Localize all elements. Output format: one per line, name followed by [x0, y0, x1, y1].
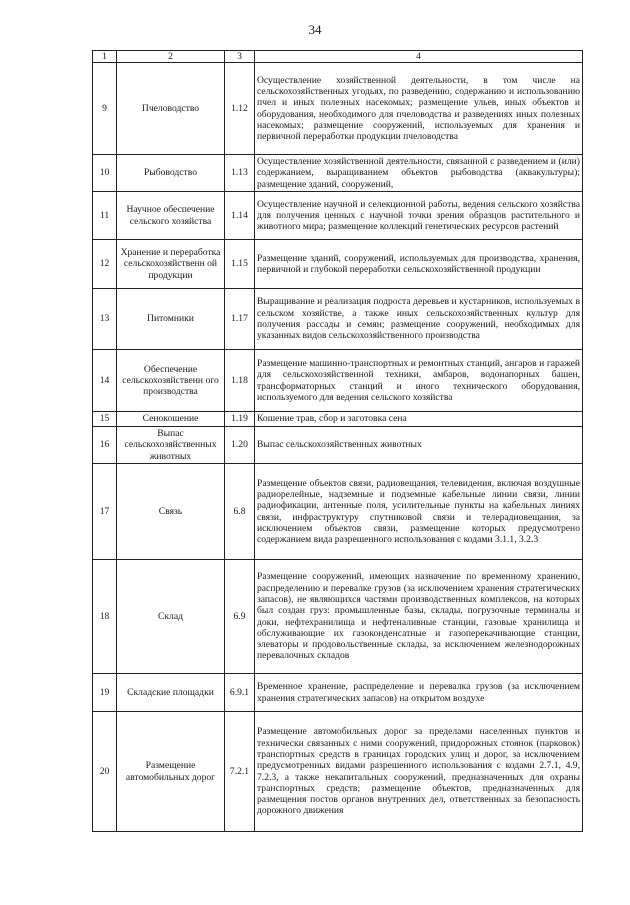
- header-col-1: 1: [93, 51, 117, 63]
- use-description: Осуществление хозяйственной деятельности, связанной с разведением и (или) содержанием, выращиванием объектов рыбоводства (аквакультуры); размещение зданий, сооружений,: [255, 155, 583, 192]
- use-code: 6.9: [225, 560, 255, 674]
- use-name: Выпас сельскохозяйственных животных: [117, 427, 225, 464]
- use-description: Размещение сооружений, имеющих назначение по временному хранению, распределению и перевалке грузов (за исключением хранения стратегических запасов), не являющихся частями производственных комплексов, на которых был создан груз: промышленные базы, склады, погрузочные терминалы и доки, нефтехранилища и нефтеналивные станции, газовые хранилища и обслуживающие их газоконденсатные и газоперекачивающие станции, элеваторы и продовольственные склады, за исключением железнодорожных перевалочных складов: [255, 560, 583, 674]
- use-code: 6.9.1: [225, 674, 255, 712]
- row-number: 20: [93, 712, 117, 832]
- use-name: Питомники: [117, 289, 225, 350]
- use-name: Обеспечение сельскохозяйственн ого производства: [117, 350, 225, 412]
- use-description: Осуществление хозяйственной деятельности, в том числе на сельскохозяйственных угодьях, по разведению, содержанию и использованию пчел и иных полезных насекомых; размещение ульев, иных объектов и оборудования, необходимого для пчеловодства и разведениях иных полезных насекомых; размещение сооружений, используемых для хранения и первичной переработки продукции пчеловодства: [255, 63, 583, 155]
- use-description: Выращивание и реализация подроста деревьев и кустарников, используемых в сельском хозяйстве, а также иных сельскохозяйственных культур для получения рассады и семян; размещение сооружений, необходимых для указанных видов сельскохозяйственного производства: [255, 289, 583, 350]
- table-row: [93, 350, 583, 412]
- use-description: Размещение автомобильных дорог за пределами населенных пунктов и технически связанных с ними сооружений, придорожных стоянок (парковок) транспортных средств в границах городских улиц и дорог, за исключением предусмотренных видами разрешенного использования с кодами 2.7.1, 4.9, 7.2.3, а также некапитальных сооружений, предназначенных для охраны транспортных средств; размещение объектов, предназначенных для размещения постов органов внутренних дел, ответственных за безопасность дорожного движения: [255, 712, 583, 832]
- use-name: Размещение автомобильных дорог: [117, 712, 225, 832]
- land-use-table: [92, 50, 583, 832]
- row-number: 13: [93, 289, 117, 350]
- table-row: [93, 63, 583, 155]
- use-description: Размещение зданий, сооружений, используемых для производства, хранения, первичной и глубокой переработки сельскохозяйственной продукции: [255, 240, 583, 289]
- use-code: 1.19: [225, 412, 255, 427]
- header-col-2: 2: [117, 51, 225, 63]
- use-name: Пчеловодство: [117, 63, 225, 155]
- use-code: 1.17: [225, 289, 255, 350]
- use-description: Осуществление научной и селекционной работы, ведения сельского хозяйства для получения ценных с научной точки зрения образцов растительного и животного мира; размещение коллекций генетических ресурсов растений: [255, 192, 583, 240]
- use-code: 1.12: [225, 63, 255, 155]
- use-description: Размещение машинно-транспортных и ремонтных станций, ангаров и гаражей для сельскохозяйственной техники, амбаров, водонапорных башен, трансформаторных станций и иного технического оборудования, используемого для ведения сельского хозяйства: [255, 350, 583, 412]
- header-col-4: 4: [255, 51, 583, 63]
- row-number: 14: [93, 350, 117, 412]
- table-header-row: [93, 51, 583, 63]
- use-description: Размещение объектов связи, радиовещания, телевидения, включая воздушные радиорелейные, надземные и подземные кабельные линии связи, линии радиофикации, антенные поля, усилительные пункты на кабельных линиях связи, инфраструктуру спутниковой связи и телерадиовещания, за исключением объектов связи, размещение которых предусмотрено содержанием вида разрешенного использования с кодами 3.1.1, 3.2.3: [255, 464, 583, 560]
- use-name: Складские площадки: [117, 674, 225, 712]
- table-row: [93, 712, 583, 832]
- table-row: [93, 192, 583, 240]
- row-number: 12: [93, 240, 117, 289]
- table-row: [93, 464, 583, 560]
- use-name: Склад: [117, 560, 225, 674]
- table-row: [93, 240, 583, 289]
- use-code: 1.14: [225, 192, 255, 240]
- use-description: Временное хранение, распределение и перевалка грузов (за исключением хранения стратегических запасов) на открытом воздухе: [255, 674, 583, 712]
- header-col-3: 3: [225, 51, 255, 63]
- table-row: [93, 674, 583, 712]
- page-number: 34: [308, 22, 322, 37]
- use-code: 1.18: [225, 350, 255, 412]
- table-row: [93, 289, 583, 350]
- row-number: 10: [93, 155, 117, 192]
- use-name: Рыбоводство: [117, 155, 225, 192]
- use-code: 1.15: [225, 240, 255, 289]
- use-name: Сенокошение: [117, 412, 225, 427]
- table-row: [93, 412, 583, 427]
- row-number: 17: [93, 464, 117, 560]
- use-code: 1.20: [225, 427, 255, 464]
- use-name: Хранение и переработка сельскохозяйственн ой продукции: [117, 240, 225, 289]
- row-number: 9: [93, 63, 117, 155]
- use-description: Кошение трав, сбор и заготовка сена: [255, 412, 583, 427]
- use-code: 7.2.1: [225, 712, 255, 832]
- row-number: 11: [93, 192, 117, 240]
- use-description: Выпас сельскохозяйственных животных: [255, 427, 583, 464]
- row-number: 18: [93, 560, 117, 674]
- row-number: 16: [93, 427, 117, 464]
- table-row: [93, 155, 583, 192]
- use-name: Связь: [117, 464, 225, 560]
- table-row: [93, 427, 583, 464]
- use-code: 1.13: [225, 155, 255, 192]
- row-number: 15: [93, 412, 117, 427]
- use-code: 6.8: [225, 464, 255, 560]
- table-row: [93, 560, 583, 674]
- use-name: Научное обеспечение сельского хозяйства: [117, 192, 225, 240]
- row-number: 19: [93, 674, 117, 712]
